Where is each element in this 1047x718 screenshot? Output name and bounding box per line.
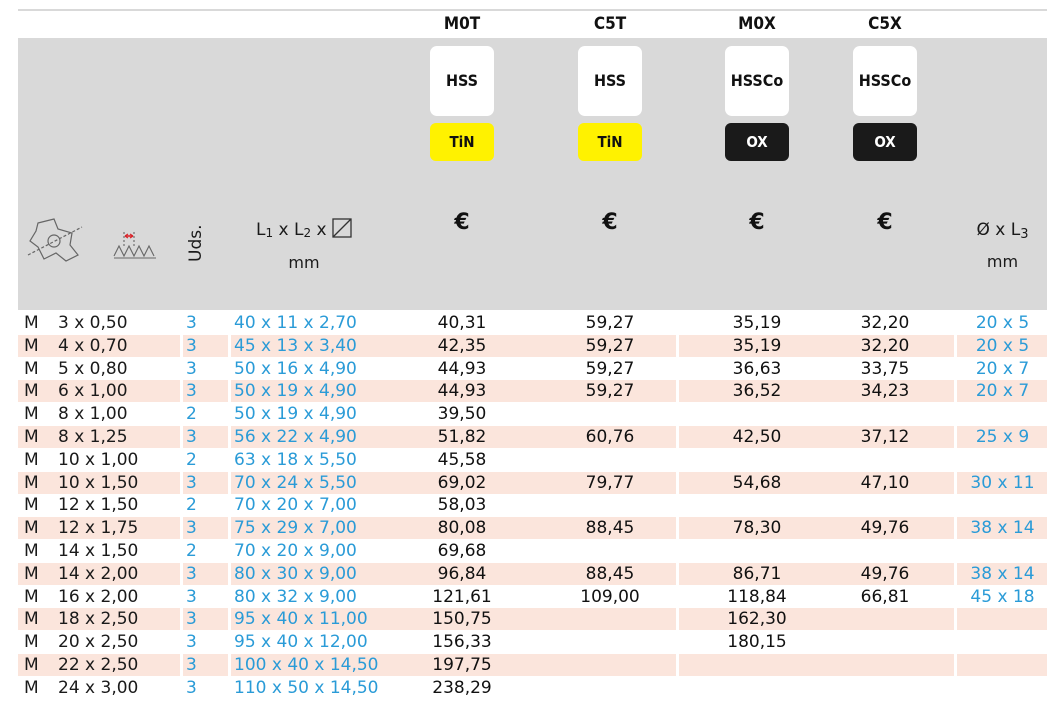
code-m0t: M0T bbox=[443, 14, 481, 34]
price-c5t bbox=[550, 677, 670, 699]
price-m0t: 150,75 bbox=[432, 609, 492, 630]
table-row bbox=[0, 608, 1047, 631]
dimensions: 95 x 40 x 12,00 bbox=[234, 632, 368, 653]
header-separator bbox=[228, 38, 230, 310]
thread-type: M bbox=[24, 427, 39, 447]
dimensions: 75 x 29 x 7,00 bbox=[234, 518, 357, 539]
price-c5x: 37,12 bbox=[860, 427, 910, 447]
shank-size bbox=[958, 608, 1047, 630]
table-row bbox=[0, 677, 1047, 700]
price-c5t bbox=[550, 654, 670, 676]
units: 2 bbox=[186, 449, 197, 470]
table-row bbox=[0, 472, 1047, 495]
dimensions: 63 x 18 x 5,50 bbox=[234, 449, 357, 470]
thread-size: 3 x 0,50 bbox=[58, 313, 128, 333]
thread-size: 20 x 2,50 bbox=[58, 632, 139, 653]
shank-size bbox=[958, 654, 1047, 676]
price-m0t: 96,84 bbox=[437, 563, 487, 584]
dimensions-unit: mm bbox=[288, 253, 320, 272]
price-c5t bbox=[550, 449, 670, 471]
thread-type: M bbox=[24, 404, 39, 425]
units: 3 bbox=[186, 677, 197, 698]
thread-type: M bbox=[24, 313, 39, 333]
price-currency: € bbox=[454, 210, 470, 235]
price-c5x: 33,75 bbox=[860, 358, 910, 379]
table-row bbox=[0, 312, 1047, 335]
dimensions: 56 x 22 x 4,90 bbox=[234, 427, 357, 447]
thread-type: M bbox=[24, 632, 39, 653]
thread-type: M bbox=[24, 586, 39, 607]
price-m0x bbox=[697, 654, 817, 676]
thread-type: M bbox=[24, 655, 39, 675]
units: 2 bbox=[186, 495, 197, 516]
price-c5x: 49,76 bbox=[860, 518, 910, 539]
thread-type: M bbox=[24, 495, 39, 516]
price-m0x: 35,19 bbox=[732, 313, 782, 333]
thread-size: 24 x 3,00 bbox=[58, 677, 139, 698]
header-separator bbox=[180, 38, 182, 310]
price-c5x bbox=[825, 631, 945, 653]
shank-size: 25 x 9 bbox=[975, 427, 1030, 447]
price-m0x: 36,63 bbox=[732, 358, 782, 379]
price-m0t: 121,61 bbox=[432, 586, 492, 607]
price-m0x: 35,19 bbox=[732, 335, 782, 356]
shank-size bbox=[958, 449, 1047, 471]
table-row bbox=[0, 426, 1047, 449]
price-c5x: 49,76 bbox=[860, 563, 910, 584]
shank-size: 45 x 18 bbox=[970, 586, 1035, 607]
dimensions: 50 x 19 x 4,90 bbox=[234, 404, 357, 425]
price-c5x: 32,20 bbox=[860, 313, 910, 333]
table-row bbox=[0, 358, 1047, 381]
price-c5t: 109,00 bbox=[580, 586, 640, 607]
l3-header: Ø x $L_3$ bbox=[976, 220, 1029, 242]
thread-size: 14 x 1,50 bbox=[58, 541, 139, 561]
dimensions-header: L1 x L2 x bbox=[234, 218, 374, 240]
price-m0x: 180,15 bbox=[727, 632, 787, 653]
header-separator bbox=[676, 38, 678, 310]
thread-type: M bbox=[24, 381, 39, 402]
dimensions: 50 x 19 x 4,90 bbox=[234, 381, 357, 402]
price-m0x: 86,71 bbox=[732, 563, 782, 584]
price-c5t bbox=[550, 403, 670, 425]
price-m0t: 238,29 bbox=[432, 677, 492, 698]
thread-size: 6 x 1,00 bbox=[58, 381, 128, 402]
table-row bbox=[0, 654, 1047, 677]
price-m0t: 197,75 bbox=[432, 655, 492, 675]
coating-badge: OX bbox=[853, 123, 917, 161]
table-row bbox=[0, 631, 1047, 654]
thread-size: 8 x 1,00 bbox=[58, 404, 128, 425]
thread-type: M bbox=[24, 358, 39, 379]
price-c5t: 59,27 bbox=[585, 313, 635, 333]
price-c5x: 32,20 bbox=[860, 335, 910, 356]
price-c5t: 88,45 bbox=[585, 563, 635, 584]
price-m0t: 80,08 bbox=[437, 518, 487, 539]
price-c5t bbox=[550, 631, 670, 653]
price-c5t bbox=[550, 540, 670, 562]
price-m0x bbox=[697, 494, 817, 516]
price-m0x: 42,50 bbox=[732, 427, 782, 447]
dimensions: 95 x 40 x 11,00 bbox=[234, 609, 368, 630]
price-m0t: 40,31 bbox=[437, 313, 487, 333]
material-badge: HSSCo bbox=[725, 46, 789, 116]
dimensions: 40 x 11 x 2,70 bbox=[234, 313, 357, 333]
thread-type: M bbox=[24, 518, 39, 539]
price-m0x: 36,52 bbox=[732, 381, 782, 402]
table-row bbox=[0, 380, 1047, 403]
dimensions: 50 x 16 x 4,90 bbox=[234, 358, 357, 379]
shank-size: 20 x 5 bbox=[975, 313, 1030, 333]
price-currency: € bbox=[602, 210, 618, 235]
material-badge: HSS bbox=[430, 46, 494, 116]
thread-size: 22 x 2,50 bbox=[58, 655, 139, 675]
dimensions: 80 x 32 x 9,00 bbox=[234, 586, 357, 607]
price-m0t: 44,93 bbox=[437, 381, 487, 402]
price-m0t: 45,58 bbox=[437, 449, 487, 470]
units: 3 bbox=[186, 381, 197, 402]
price-m0x: 162,30 bbox=[727, 609, 787, 630]
table-row bbox=[0, 586, 1047, 609]
price-c5x: 47,10 bbox=[860, 472, 910, 493]
l3-unit: mm bbox=[986, 252, 1019, 271]
dimensions: 70 x 24 x 5,50 bbox=[234, 472, 357, 493]
header-separator bbox=[954, 38, 956, 310]
thread-type: M bbox=[24, 335, 39, 356]
thread-size: 14 x 2,00 bbox=[58, 563, 139, 584]
price-c5x bbox=[825, 677, 945, 699]
shank-size: 38 x 14 bbox=[970, 518, 1035, 539]
units: 3 bbox=[186, 563, 197, 584]
uds-header: Uds. bbox=[186, 224, 206, 262]
table-row bbox=[0, 563, 1047, 586]
price-c5t: 59,27 bbox=[585, 358, 635, 379]
price-c5x: 34,23 bbox=[860, 381, 910, 402]
thread-size: 16 x 2,00 bbox=[58, 586, 139, 607]
price-m0t: 44,93 bbox=[437, 358, 487, 379]
price-m0t: 69,02 bbox=[437, 472, 487, 493]
price-m0x: 54,68 bbox=[732, 472, 782, 493]
dimensions: 70 x 20 x 9,00 bbox=[234, 541, 357, 561]
thread-size: 12 x 1,75 bbox=[58, 518, 139, 539]
dimensions: 45 x 13 x 3,40 bbox=[234, 335, 357, 356]
price-m0x: 78,30 bbox=[732, 518, 782, 539]
units: 3 bbox=[186, 335, 197, 356]
column-codes bbox=[0, 14, 1047, 38]
top-rule bbox=[18, 9, 1047, 11]
thread-type: M bbox=[24, 677, 39, 698]
price-c5t: 60,76 bbox=[585, 427, 635, 447]
thread-size: 10 x 1,00 bbox=[58, 449, 139, 470]
dimensions: 80 x 30 x 9,00 bbox=[234, 563, 357, 584]
coating-badge: TiN bbox=[578, 123, 642, 161]
table-row bbox=[0, 449, 1047, 472]
dimensions: 100 x 40 x 14,50 bbox=[234, 655, 379, 675]
shank-size: 20 x 5 bbox=[975, 335, 1030, 356]
shank-size bbox=[958, 403, 1047, 425]
price-c5t bbox=[550, 494, 670, 516]
price-c5t: 79,77 bbox=[585, 472, 635, 493]
units: 3 bbox=[186, 427, 197, 447]
price-c5t: 59,27 bbox=[585, 381, 635, 402]
thread-size: 4 x 0,70 bbox=[58, 335, 128, 356]
shank-size bbox=[958, 631, 1047, 653]
units: 3 bbox=[186, 632, 197, 653]
code-c5t: C5T bbox=[593, 14, 627, 34]
price-c5x bbox=[825, 608, 945, 630]
table-row bbox=[0, 494, 1047, 517]
price-c5x bbox=[825, 494, 945, 516]
shank-size: 30 x 11 bbox=[970, 472, 1035, 493]
price-currency: € bbox=[877, 210, 893, 235]
thread-pitch-icon bbox=[112, 228, 160, 262]
units: 2 bbox=[186, 541, 197, 561]
units: 3 bbox=[186, 358, 197, 379]
price-c5x: 66,81 bbox=[860, 586, 910, 607]
coating-badge: OX bbox=[725, 123, 789, 161]
shank-size bbox=[958, 677, 1047, 699]
tap-cross-section-icon bbox=[26, 215, 88, 267]
thread-type: M bbox=[24, 563, 39, 584]
thread-type: M bbox=[24, 449, 39, 470]
price-currency: € bbox=[749, 210, 765, 235]
coating-badge: TiN bbox=[430, 123, 494, 161]
price-m0t: 42,35 bbox=[437, 335, 487, 356]
table-row bbox=[0, 403, 1047, 426]
material-badge: HSSCo bbox=[853, 46, 917, 116]
diameter-square-icon bbox=[332, 218, 352, 238]
table-row bbox=[0, 335, 1047, 358]
price-m0t: 39,50 bbox=[437, 404, 487, 425]
units: 2 bbox=[186, 404, 197, 425]
units: 3 bbox=[186, 313, 197, 333]
price-c5x bbox=[825, 449, 945, 471]
thread-size: 5 x 0,80 bbox=[58, 358, 128, 379]
units: 3 bbox=[186, 586, 197, 607]
shank-size: 20 x 7 bbox=[975, 381, 1030, 402]
code-m0x: M0X bbox=[738, 14, 776, 34]
price-m0x: 118,84 bbox=[727, 586, 787, 607]
price-m0x bbox=[697, 403, 817, 425]
shank-size bbox=[958, 494, 1047, 516]
thread-size: 18 x 2,50 bbox=[58, 609, 139, 630]
price-m0t: 156,33 bbox=[432, 632, 492, 653]
thread-size: 12 x 1,50 bbox=[58, 495, 139, 516]
price-m0x bbox=[697, 449, 817, 471]
thread-size: 8 x 1,25 bbox=[58, 427, 128, 447]
price-c5t: 59,27 bbox=[585, 335, 635, 356]
table-row bbox=[0, 540, 1047, 563]
units: 3 bbox=[186, 655, 197, 675]
material-badge: HSS bbox=[578, 46, 642, 116]
price-m0t: 58,03 bbox=[437, 495, 487, 516]
units: 3 bbox=[186, 518, 197, 539]
table-row bbox=[0, 517, 1047, 540]
shank-size bbox=[958, 540, 1047, 562]
price-m0t: 51,82 bbox=[437, 427, 487, 447]
dimensions: 70 x 20 x 7,00 bbox=[234, 495, 357, 516]
price-c5t: 88,45 bbox=[585, 518, 635, 539]
code-c5x: C5X bbox=[868, 14, 902, 34]
price-c5x bbox=[825, 403, 945, 425]
shank-size: 38 x 14 bbox=[970, 563, 1035, 584]
thread-type: M bbox=[24, 472, 39, 493]
thread-type: M bbox=[24, 609, 39, 630]
units: 3 bbox=[186, 472, 197, 493]
price-m0x bbox=[697, 540, 817, 562]
units: 3 bbox=[186, 609, 197, 630]
price-m0t: 69,68 bbox=[437, 541, 487, 561]
shank-size: 20 x 7 bbox=[975, 358, 1030, 379]
price-c5t bbox=[550, 608, 670, 630]
thread-type: M bbox=[24, 541, 39, 561]
price-c5x bbox=[825, 654, 945, 676]
dimensions: 110 x 50 x 14,50 bbox=[234, 677, 379, 698]
thread-size: 10 x 1,50 bbox=[58, 472, 139, 493]
price-m0x bbox=[697, 677, 817, 699]
price-c5x bbox=[825, 540, 945, 562]
